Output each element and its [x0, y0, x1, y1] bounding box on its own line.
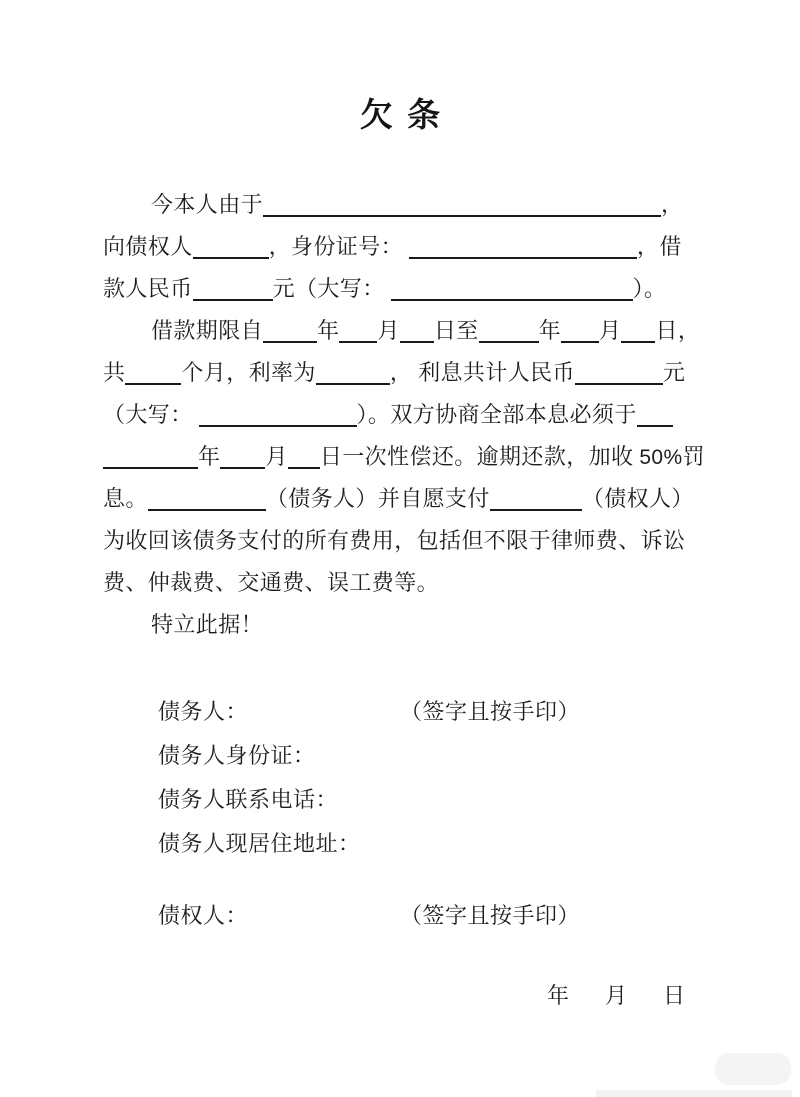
document-title: 欠 条 — [359, 98, 444, 134]
fill-in-blank — [409, 233, 637, 259]
fill-in-blank — [490, 485, 582, 511]
line-repay-date — [103, 436, 705, 478]
line-amount — [103, 268, 700, 310]
signature-instruction: （签字且按手印） — [400, 699, 581, 724]
fill-in-blank — [263, 317, 317, 343]
text-segment: 月 — [265, 444, 288, 469]
fill-in-blank — [193, 275, 273, 301]
text-segment: （债权人） — [581, 486, 694, 511]
text-segment: 费、仲裁费、交通费、误工费等。 — [103, 570, 440, 595]
line-creditor-id — [103, 226, 700, 268]
fill-in-blank — [400, 317, 434, 343]
text-segment: （大写： — [103, 402, 199, 427]
fill-in-blank — [288, 443, 320, 469]
creditor-signature-row — [158, 894, 700, 938]
text-segment: 月 — [377, 318, 400, 343]
signature-row-label: 债务人： — [158, 699, 249, 724]
fill-in-blank — [148, 485, 266, 511]
text-segment: 日至 — [433, 318, 479, 343]
text-segment: 年 — [317, 318, 340, 343]
text-segment: ）。 — [632, 276, 667, 301]
fill-in-blank — [575, 359, 663, 385]
fill-in-blank — [220, 443, 265, 469]
line-loan-term — [103, 310, 700, 352]
line-interest-caps — [103, 394, 700, 436]
text-segment: 日， — [655, 318, 701, 343]
signature-row-label: 债务人现居住地址： — [158, 831, 361, 856]
text-segment: 年 — [198, 444, 221, 469]
text-segment: 今本人由于 — [151, 192, 264, 217]
debtor-name-row — [158, 690, 700, 734]
debtor-id-row — [158, 734, 700, 778]
text-segment: 月 — [599, 318, 622, 343]
line-penalty — [103, 478, 700, 520]
line-costs-1 — [103, 520, 700, 562]
signing-date-line — [158, 974, 700, 1018]
debtor-address-row — [158, 822, 700, 866]
text-segment: ，身份证号： — [268, 234, 409, 259]
text-segment: 向债权人 — [103, 234, 193, 259]
text-segment: ）。双方协商全部本息必须于 — [356, 402, 637, 427]
text-segment: 特立此据！ — [151, 612, 264, 637]
fill-in-blank — [199, 401, 357, 427]
line-intro — [103, 184, 700, 226]
text-segment: 罚 — [682, 444, 705, 469]
fill-in-blank — [637, 401, 673, 427]
creditor-label: 债权人： — [158, 903, 249, 928]
date-month-label: 月 — [604, 983, 627, 1008]
text-segment: 年 — [538, 318, 562, 343]
fill-in-blank — [263, 191, 661, 217]
fill-in-blank — [391, 275, 633, 301]
line-interest — [103, 352, 700, 394]
debtor-phone-row — [158, 778, 700, 822]
scan-artifact-strip — [596, 1090, 792, 1097]
date-year-label: 年 — [546, 983, 569, 1008]
fill-in-blank — [316, 359, 390, 385]
fill-in-blank — [339, 317, 377, 343]
text-segment: 借款期限自 — [151, 318, 264, 343]
text-segment: ， 利息共计人民币 — [389, 360, 575, 385]
text-segment: 日一次性偿还。逾期还款，加收 — [319, 444, 640, 469]
text-segment: 元（大写： — [272, 276, 391, 301]
text-segment: 息。 — [103, 486, 148, 511]
text-segment: 共 — [103, 360, 126, 385]
date-day-label: 日 — [662, 983, 685, 1008]
fill-in-blank — [193, 233, 269, 259]
text-segment: 款人民币 — [103, 276, 193, 301]
fill-in-blank — [479, 317, 539, 343]
text-segment: 为收回该债务支付的所有费用，包括但不限于律师费、诉讼 — [103, 528, 686, 553]
signature-block — [103, 690, 700, 1018]
text-segment: （债务人）并自愿支付 — [265, 486, 490, 511]
fill-in-blank — [621, 317, 655, 343]
scan-artifact-blob — [715, 1053, 791, 1085]
text-segment: 50% — [639, 446, 683, 469]
fill-in-blank — [561, 317, 599, 343]
text-segment: 元 — [662, 360, 686, 385]
signature-row-label: 债务人身份证： — [158, 743, 316, 768]
signature-instruction: （签字且按手印） — [400, 903, 581, 928]
fill-in-blank — [125, 359, 181, 385]
document-body — [103, 184, 705, 646]
debtor-signature-rows — [158, 690, 700, 866]
line-costs-2 — [103, 562, 700, 604]
text-segment: ，借 — [636, 234, 682, 259]
signature-row-label: 债务人联系电话： — [158, 787, 339, 812]
text-segment: 个月，利率为 — [181, 360, 316, 385]
fill-in-blank — [103, 443, 198, 469]
text-segment: ， — [661, 192, 684, 217]
line-closing — [103, 604, 700, 646]
